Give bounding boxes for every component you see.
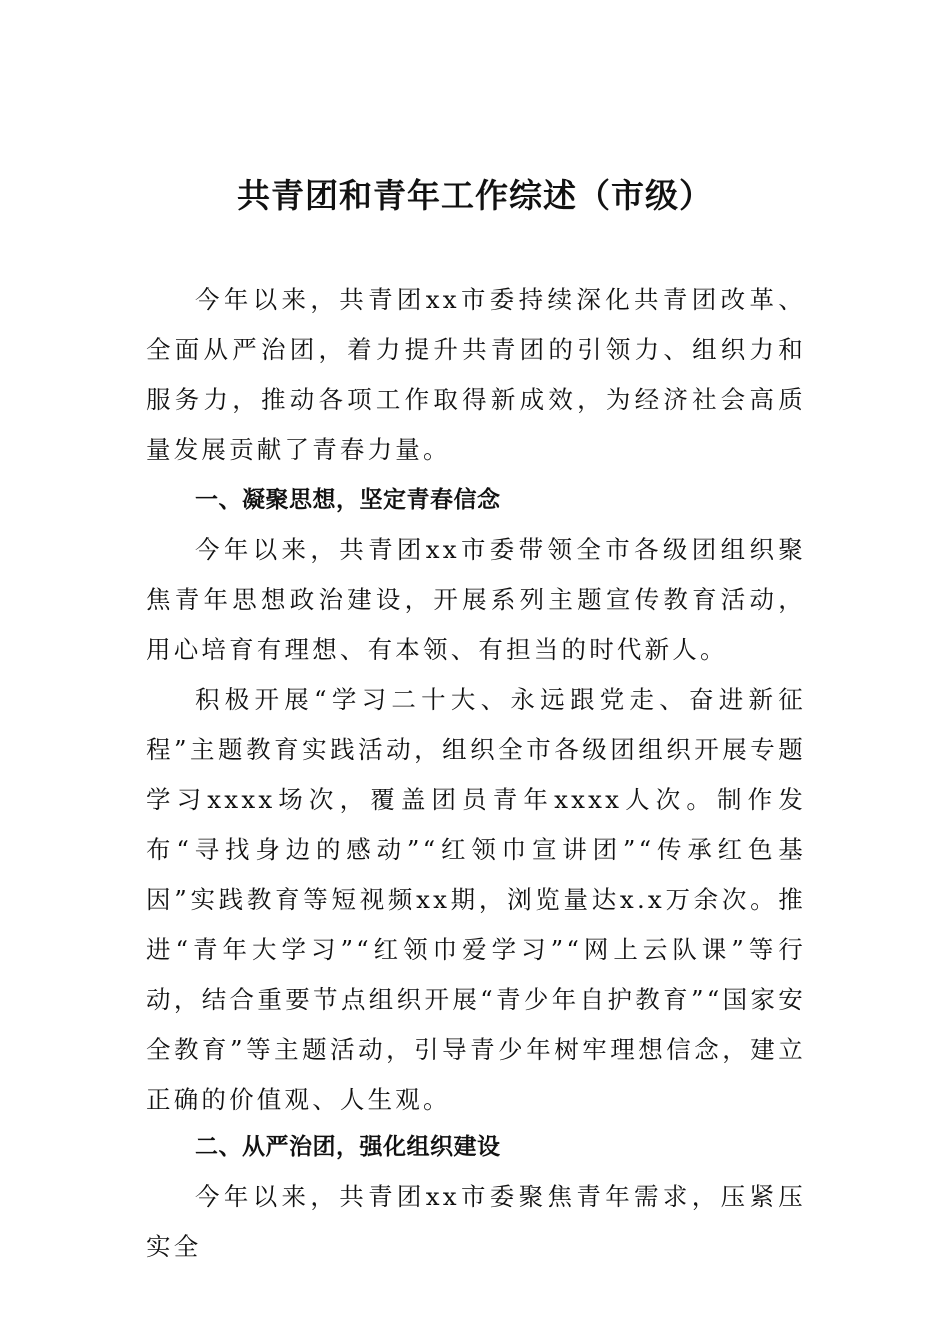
section-1-heading: 一、凝聚思想，坚定青春信念 xyxy=(195,487,501,513)
section-1-paragraph-2: 积极开展“学习二十大、永远跟党走、奋进新征程”主题教育实践活动，组织全市各级团组织开展专题学习xxxx场次，覆盖团员青年xxxx人次。制作发布“寻找身边的感动”“红领巾宣讲团”“传承红色基因”实践教育等短视频xx期，浏览量达x.x万余次。推进“青年大学习”“红领巾爱学习”“网上云队课”等行动，结合重要节点组织开展“青少年自护教育”“国家安全教育”等主题活动，引导青少年树牢理想信念，建立正确的价值观、人生观。 xyxy=(146,685,806,1114)
section-1-paragraph-1: 今年以来，共青团xx市委带领全市各级团组织聚焦青年思想政治建设，开展系列主题宣传教育活动，用心培育有理想、有本领、有担当的时代新人。 xyxy=(146,535,806,664)
intro-paragraph: 今年以来，共青团xx市委持续深化共青团改革、全面从严治团，着力提升共青团的引领力、组织力和服务力，推动各项工作取得新成效，为经济社会高质量发展贡献了青春力量。 xyxy=(146,285,806,464)
section-2-paragraph-1: 今年以来，共青团xx市委聚焦青年需求，压紧压实全 xyxy=(146,1182,806,1261)
document-title: 共青团和青年工作综述（市级） xyxy=(237,176,713,215)
section-2-heading: 二、从严治团，强化组织建设 xyxy=(195,1134,501,1160)
